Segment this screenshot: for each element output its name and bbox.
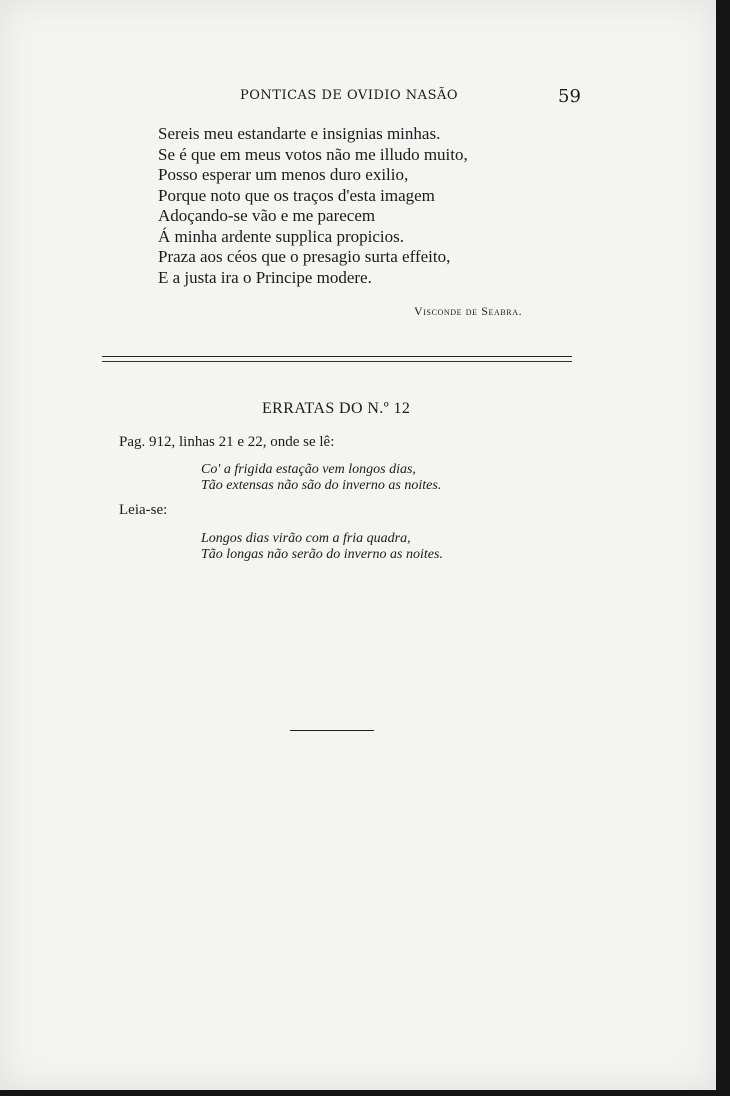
- poem-line: Adoçando-se vão e me parecem: [158, 206, 376, 225]
- scan-border-bottom: [0, 1090, 730, 1096]
- poem-line: Se é que em meus votos não me illudo muito,: [158, 144, 468, 164]
- quote-line: Tão longas não serão do inverno as noites.: [201, 547, 443, 562]
- poem-line: Porque noto que os traços d'esta imagem: [158, 185, 435, 205]
- section-divider: [102, 356, 572, 362]
- author-signature: Visconde de Seabra.: [414, 304, 523, 318]
- poem-line: E a justa ira o Principe modere.: [158, 267, 372, 287]
- quote-line: Longos dias virão com a fria quadra,: [201, 531, 411, 546]
- quote-line: Co' a frigida estação vem longos dias,: [201, 462, 416, 477]
- correction-label: Leia-se:: [119, 502, 168, 518]
- running-header: PONTICAS DE OVIDIO NASÃO: [240, 88, 459, 103]
- errata-wrong-text: [201, 462, 441, 494]
- poem-line: Sereis meu estandarte e insignias minhas.: [158, 124, 441, 143]
- poem-line: Posso esperar um menos duro exilio,: [158, 165, 409, 184]
- errata-correct-text: [201, 531, 443, 563]
- page-number: 59: [558, 86, 581, 107]
- end-rule: [290, 730, 374, 731]
- errata-title: ERRATAS DO N.º 12: [262, 400, 411, 417]
- poem-line: Á minha ardente supplica propicios.: [158, 226, 404, 246]
- errata-reference: Pag. 912, linhas 21 e 22, onde se lê:: [119, 434, 335, 450]
- scan-border-right: [716, 0, 730, 1096]
- quote-line: Tão extensas não são do inverno as noites.: [201, 478, 442, 493]
- poem-line: Praza aos céos que o presagio surta effeito,: [158, 247, 451, 266]
- poem-block: [158, 124, 468, 288]
